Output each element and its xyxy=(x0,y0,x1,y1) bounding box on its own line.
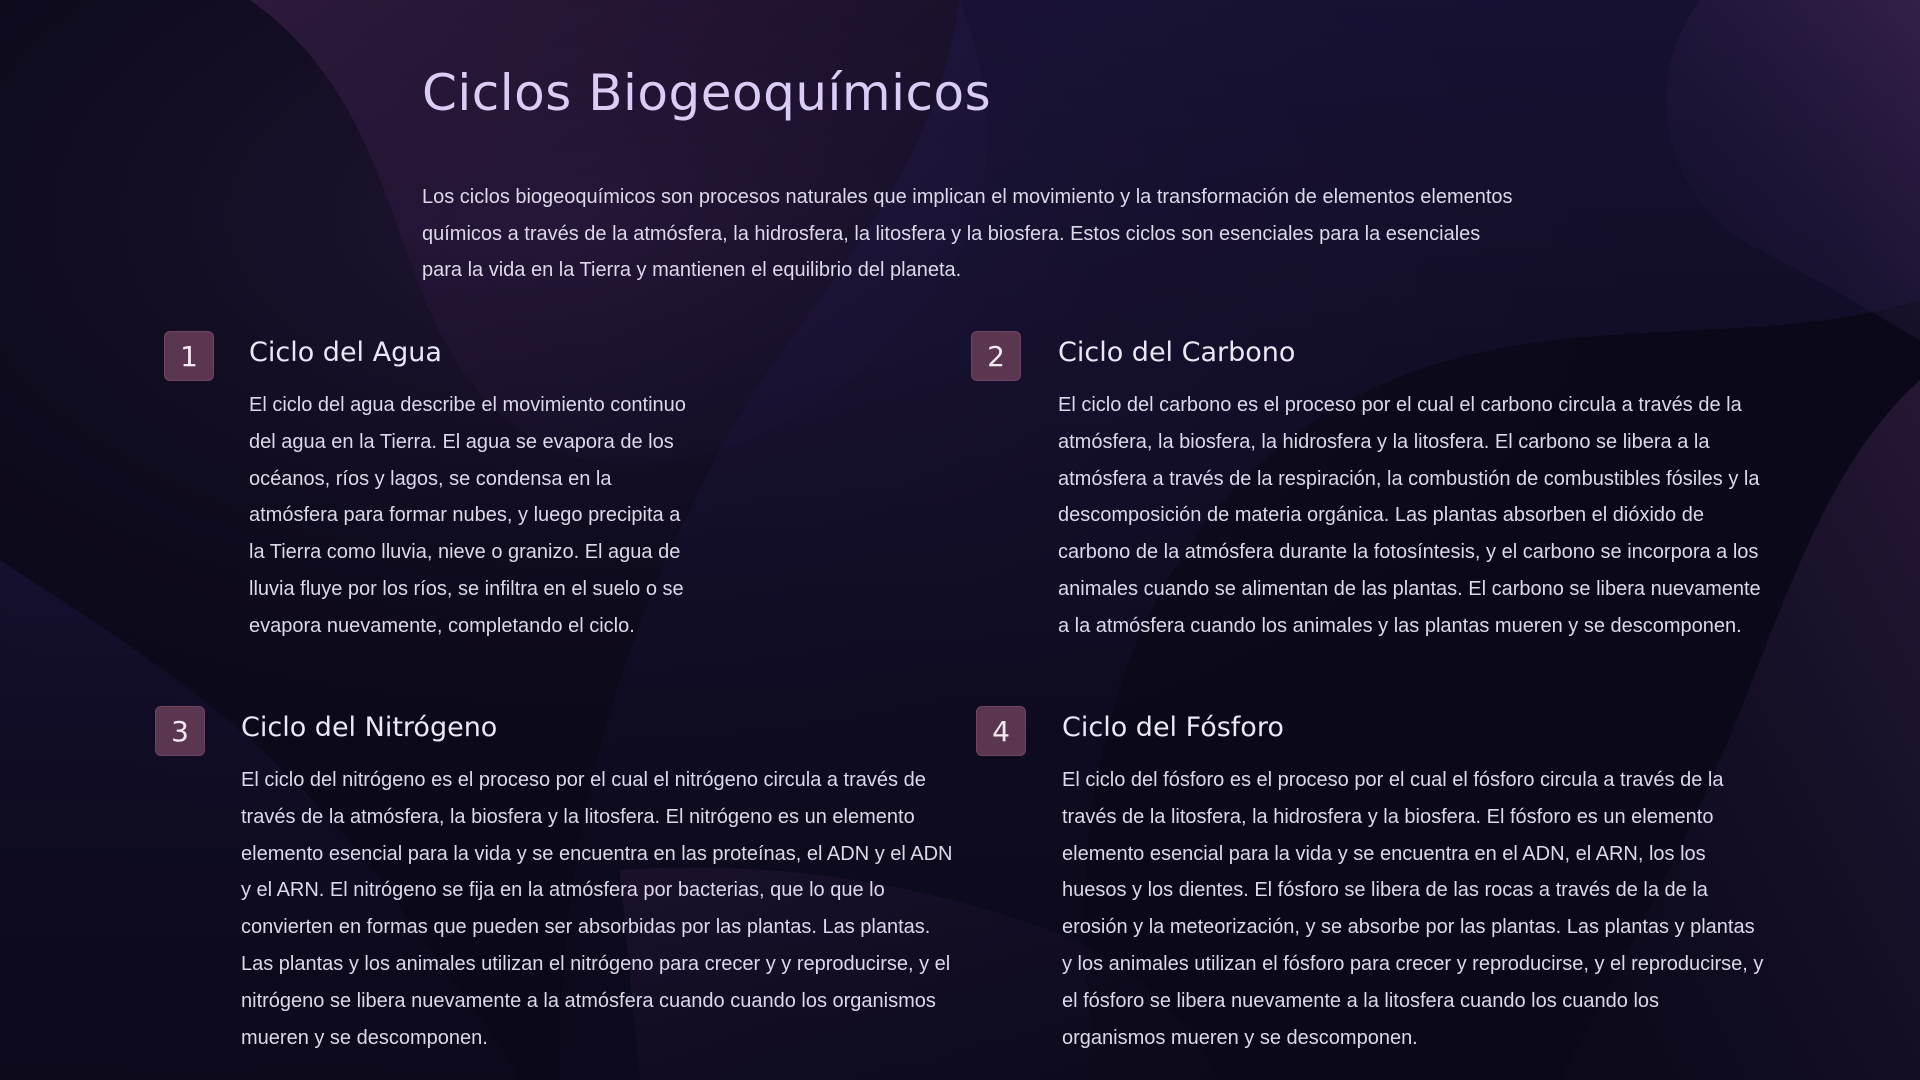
card-title: Ciclo del Nitrógeno xyxy=(241,712,498,743)
card-title: Ciclo del Agua xyxy=(249,337,442,368)
card-number-badge: 2 xyxy=(971,331,1021,381)
card-number-badge: 3 xyxy=(155,706,205,756)
card-title: Ciclo del Fósforo xyxy=(1062,712,1284,743)
card-number-badge: 1 xyxy=(164,331,214,381)
card-description: El ciclo del carbono es el proceso por el cual el carbono circula a través de la atmósfera, la biosfera, la hidrosfera y la litosfera. El carbono se libera a la atmósfera a través de la respiración, la combustión de combustibles fósiles y la descomposición de materia orgánica. Las plantas absorben el dióxido de carbono de la atmósfera durante la fotosíntesis, y el carbono se incorpora a los animales cuando se alimentan de las plantas. El carbono se libera nuevamente a la atmósfera cuando los animales y las plantas mueren y se descomponen. xyxy=(1058,394,1761,637)
card-number-badge: 4 xyxy=(976,706,1026,756)
card-description: El ciclo del nitrógeno es el proceso por el cual el nitrógeno circula a través de través de la atmósfera, la biosfera y la litosfera. El nitrógeno es un elemento elemento esencial para la vida y se encuentra en las proteínas, el ADN y el ADN y el ARN. El nitrógeno se fija en la atmósfera por bacterias, que lo que lo convierten en formas que pueden ser absorbidas por las plantas. Las plantas. Las plantas y los animales utilizan el nitrógeno para crecer y y reproducirse, y el nitrógeno se libera nuevamente a la atmósfera cuando cuando los organismos mueren y se descomponen. xyxy=(241,769,953,1049)
card-description: El ciclo del fósforo es el proceso por el cual el fósforo circula a través de la través de la litosfera, la hidrosfera y la biosfera. El fósforo es un elemento elemento esencial para la vida y se encuentra en el ADN, el ARN, los los huesos y los dientes. El fósforo se libera de las rocas a través de la de la erosión y la meteorización, y se absorbe por las plantas. Las plantas y plantas y los animales utilizan el fósforo para crecer y reproducirse, y el reproducirse, y el fósforo se libera nuevamente a la litosfera cuando los cuando los organismos mueren y se descomponen. xyxy=(1062,769,1764,1049)
intro-paragraph: Los ciclos biogeoquímicos son procesos naturales que implican el movimiento y la transformación de elementos elementos químicos a través de la atmósfera, la hidrosfera, la litosfera y la biosfera. Estos ciclos son esenciales para la esenciales para la vida en la Tierra y mantienen el equilibrio del planeta. xyxy=(422,186,1513,281)
card-description: El ciclo del agua describe el movimiento continuo del agua en la Tierra. El agua se evapora de los océanos, ríos y lagos, se condensa en la atmósfera para formar nubes, y luego precipita a la Tierra como lluvia, nieve o granizo. El agua de lluvia fluye por los ríos, se infiltra en el suelo o se evapora nuevamente, completando el ciclo. xyxy=(249,394,686,637)
page-title: Ciclos Biogeoquímicos xyxy=(422,64,992,122)
card-title: Ciclo del Carbono xyxy=(1058,337,1296,368)
